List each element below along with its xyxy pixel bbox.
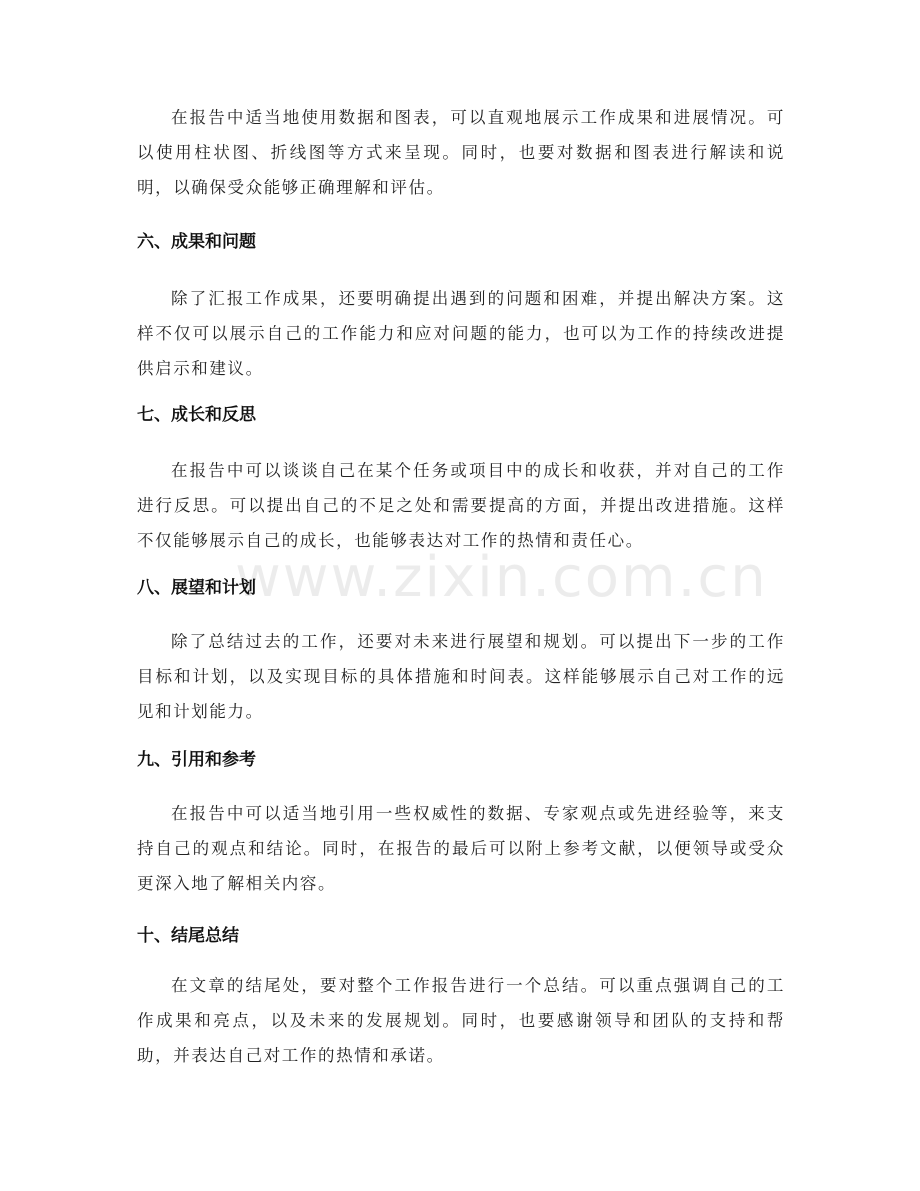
section-heading-8: 八、展望和计划 [137, 578, 256, 598]
section-heading-9: 九、引用和参考 [137, 750, 256, 770]
section-body-7: 在报告中可以谈谈自己在某个任务或项目中的成长和收获，并对自己的工作进行反思。可以提出自己的不足之处和需要提高的方面，并提出改进措施。这样不仅能够展示自己的成长，也能够表达对工作的热情和责任心。 [137, 461, 785, 550]
section-heading-6: 六、成果和问题 [137, 232, 256, 252]
section-body-9: 在报告中可以适当地引用一些权威性的数据、专家观点或先进经验等，来支持自己的观点和结论。同时，在报告的最后可以附上参考文献，以便领导或受众更深入地了解相关内容。 [137, 804, 785, 893]
section-heading-7: 七、成长和反思 [137, 405, 256, 425]
section-heading-10: 十、结尾总结 [137, 926, 239, 946]
watermark-text: www.zixin.com.cn [235, 545, 768, 610]
section-body-8: 除了总结过去的工作，还要对未来进行展望和规划。可以提出下一步的工作目标和计划，以及实现目标的具体措施和时间表。这样能够展示自己对工作的远见和计划能力。 [137, 632, 785, 721]
section-body-6: 除了汇报工作成果，还要明确提出遇到的问题和困难，并提出解决方案。这样不仅可以展示自己的工作能力和应对问题的能力，也可以为工作的持续改进提供启示和建议。 [137, 289, 785, 378]
section-body-10: 在文章的结尾处，要对整个工作报告进行一个总结。可以重点强调自己的工作成果和亮点，以及未来的发展规划。同时，也要感谢领导和团队的支持和帮助，并表达自己对工作的热情和承诺。 [137, 976, 785, 1065]
intro-paragraph: 在报告中适当地使用数据和图表，可以直观地展示工作成果和进展情况。可以使用柱状图、折线图等方式来呈现。同时，也要对数据和图表进行解读和说明，以确保受众能够正确理解和评估。 [137, 108, 785, 197]
